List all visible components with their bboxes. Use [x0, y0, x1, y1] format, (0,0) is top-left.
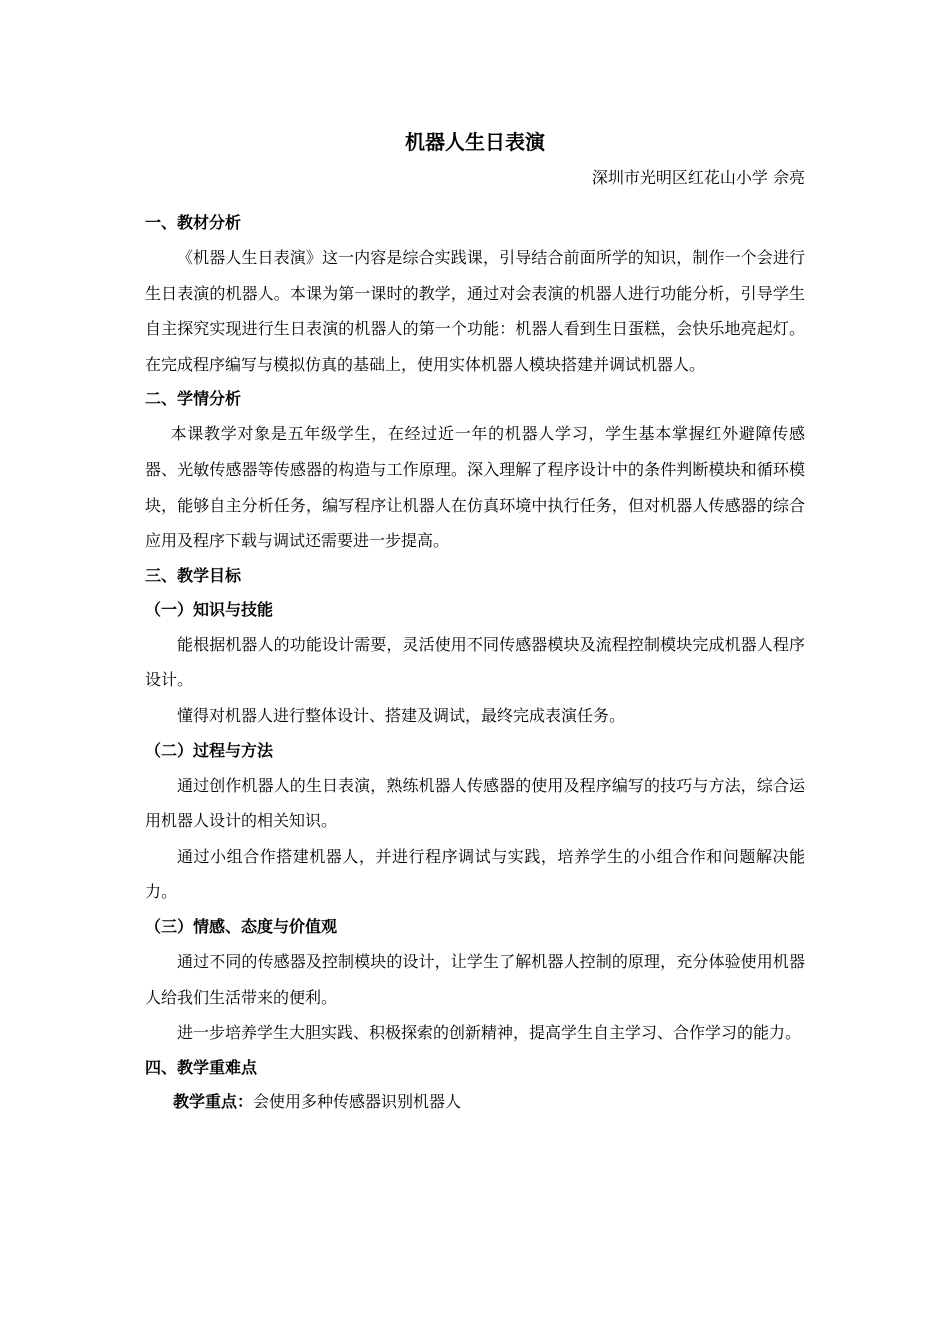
- section-heading-textbook-analysis: 一、教材分析: [145, 213, 242, 232]
- section-heading-student-analysis: 二、学情分析: [145, 389, 242, 409]
- paragraph-emotion-values-2: 进一步培养学生大胆实践、积极探索的创新精神，提高学生自主学习、合作学习的能力。: [177, 1023, 802, 1043]
- document-author: 深圳市光明区红花山小学 佘亮: [591, 168, 805, 187]
- paragraph-process-methods-2: 通过小组合作搭建机器人，并进行程序调试与实践，培养学生的小组合作和问题解决能力。: [145, 846, 805, 902]
- document-title: 机器人生日表演: [405, 130, 545, 154]
- document-body: [145, 125, 805, 1119]
- subheading-knowledge-skills: （一）知识与技能: [145, 599, 274, 619]
- paragraph-emotion-values-1: 通过不同的传感器及控制模块的设计，让学生了解机器人控制的原理，充分体验使用机器人给我们生活带来的便利。: [145, 951, 805, 1007]
- paragraph-knowledge-skills-2: 懂得对机器人进行整体设计、搭建及调试，最终完成表演任务。: [177, 705, 626, 725]
- key-point-label: 教学重点：: [173, 1091, 254, 1111]
- section-heading-key-difficulties: 四、教学重难点: [145, 1057, 258, 1077]
- key-point-text: 会使用多种传感器识别机器人: [253, 1091, 462, 1111]
- paragraph-process-methods-1: 通过创作机器人的生日表演，熟练机器人传感器的使用及程序编写的技巧与方法，综合运用机器人设计的相关知识。: [145, 775, 805, 831]
- paragraph-student-analysis: 本课教学对象是五年级学生，在经过近一年的机器人学习，学生基本掌握红外避障传感器、光敏传感器等传感器的构造与工作原理。深入理解了程序设计中的条件判断模块和循环模块，能够自主分析任务，编写程序让机器人在仿真环境中执行任务，但对机器人传感器的综合应用及程序下载与调试还需要进一步提高。: [145, 424, 805, 551]
- subheading-process-methods: （二）过程与方法: [145, 740, 274, 760]
- section-heading-teaching-goals: 三、教学目标: [145, 565, 242, 585]
- paragraph-textbook-analysis: 《机器人生日表演》这一内容是综合实践课，引导结合前面所学的知识，制作一个会进行生日表演的机器人。本课为第一课时的教学，通过对会表演的机器人进行功能分析，引导学生自主探究实现进行生日表演的机器人的第一个功能：机器人看到生日蛋糕，会快乐地亮起灯。在完成程序编写与模拟仿真的基础上，使用实体机器人模块搭建并调试机器人。: [145, 248, 805, 374]
- paragraph-knowledge-skills-1: 能根据机器人的功能设计需要，灵活使用不同传感器模块及流程控制模块完成机器人程序设计。: [145, 634, 805, 690]
- subheading-emotion-values: （三）情感、态度与价值观: [145, 916, 338, 936]
- key-point-line: [145, 1085, 805, 1119]
